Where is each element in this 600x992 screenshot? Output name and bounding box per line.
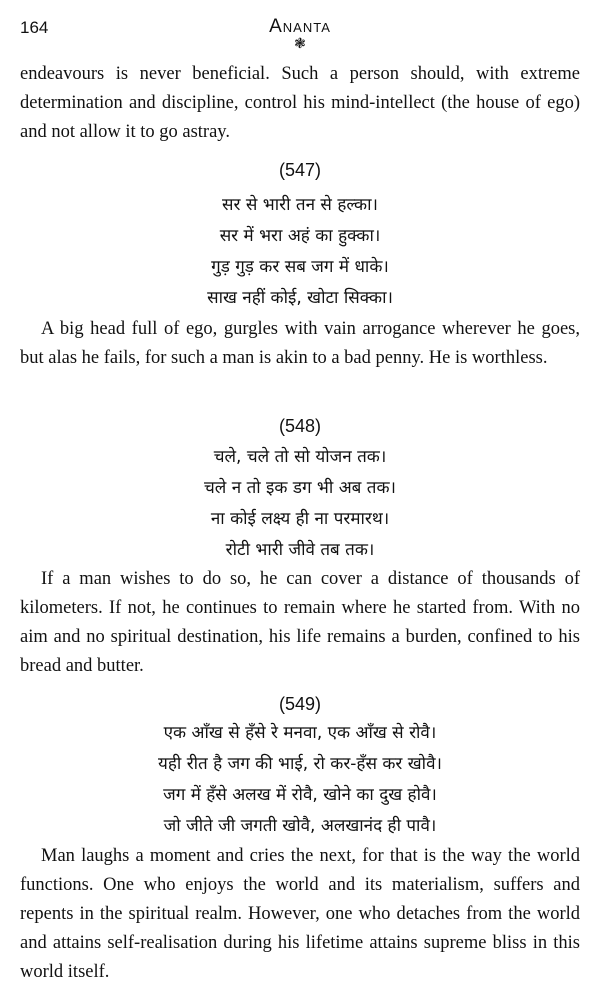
paragraph-explanation: If a man wishes to do so, he can cover a distance of thousands of kilometers. If not, he continues to remain where he started from. With no aim and no spiritual destination, his life remains a burden, confined to his bread and butter.: [20, 569, 580, 676]
paragraph-explanation: A big head full of ego, gurgles with vain arrogance wherever he goes, but alas he fails, for such a man is akin to a bad penny. He is worthless.: [20, 319, 580, 368]
verse-line: सर में भरा अहं का हुक्का।: [219, 226, 381, 246]
running-title: Ananta: [269, 16, 331, 37]
verse-block: [0, 718, 600, 842]
verse-line: गुड़ गुड़ कर सब जग में धाके।: [211, 257, 389, 277]
verse-number: (549): [278, 694, 322, 714]
page-number: 164: [20, 18, 49, 37]
verse-line: रोटी भारी जीवे तब तक।: [225, 540, 375, 560]
verse-block: [0, 442, 600, 566]
verse-number: (548): [278, 416, 322, 436]
verse-line: ना कोई लक्ष्य ही ना परमारथ।: [210, 509, 390, 529]
verse-line: साख नहीं कोई, खोटा सिक्का।: [207, 288, 393, 308]
verse-line: सर से भारी तन से हल्का।: [222, 195, 378, 215]
verse-line: एक आँख से हँसे रे मनवा, एक आँख से रोवै।: [163, 723, 437, 743]
verse-line: चले न तो इक डग भी अब तक।: [204, 478, 396, 498]
verse-line: यही रीत है जग की भाई, रो कर-हँस कर खोवै।: [158, 754, 442, 774]
ornament-icon: ❃: [294, 37, 306, 52]
verse-number: (547): [278, 160, 322, 180]
verse-line: जो जीते जी जगती खोवै, अलखानंद ही पावै।: [163, 816, 437, 836]
verse-block: [0, 190, 600, 314]
verse-line: जग में हँसे अलख में रोवै, खोने का दुख होवै।: [163, 785, 437, 805]
verse-line: चले, चले तो सो योजन तक।: [213, 447, 387, 467]
paragraph-explanation: Man laughs a moment and cries the next, for that is the way the world functions. One who enjoys the world and its materialism, suffers and repents in the spiritual realm. However, one who detaches from the world and attains self-realisation during his lifetime attains supreme bliss in this world itself.: [20, 846, 580, 982]
paragraph-intro: endeavours is never beneficial. Such a person should, with extreme determination and discipline, control his mind-intellect (the house of ego) and not allow it to go astray.: [20, 64, 580, 142]
